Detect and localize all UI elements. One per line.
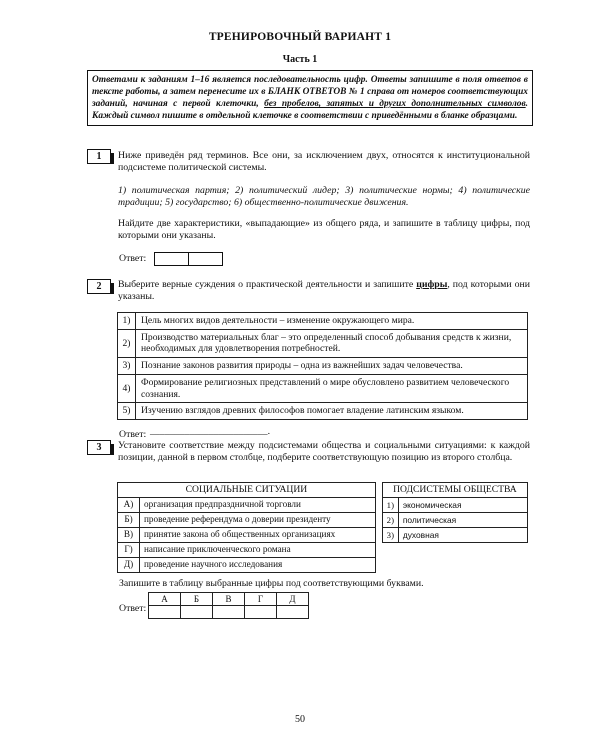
situation-text: проведение научного исследования [140,558,376,573]
situation-letter: Г) [118,543,140,558]
statement-text: Цель многих видов деятельности – изменение окружающего мира. [136,313,528,330]
subsystem-text: политическая [398,513,527,528]
instructions-text-1: Ответами к заданиям 1–16 является последовательность цифр. Ответы запишите в поля ответов в тексте работы, а затем перенесите их в БЛАНК ОТВЕТОВ № 1 справа от номеров соответствующих заданий, начиная с первой клеточки, [92,75,528,110]
statement-number: 3) [118,358,136,375]
statement-text: Познание законов развития природы – одна из важнейших задач человечества. [136,358,528,375]
instructions-underlined: без пробелов, запятых и других дополнительных символов [264,99,526,110]
table-row [149,593,309,606]
answer-letter: Б [181,593,213,606]
statement-text: Изучению взглядов древних философов помогает владение латинским языком. [136,403,528,420]
question-2-text-bold: цифры [416,279,448,290]
column-header-situations: СОЦИАЛЬНЫЕ СИТУАЦИИ [118,483,376,498]
table-row [118,543,528,558]
column-header-subsystems: ПОДСИСТЕМЫ ОБЩЕСТВА [382,483,527,498]
question-2-text-before: Выберите верные суждения о практической деятельности и запишите [118,279,417,290]
situation-text: организация предпраздничной торговли [140,498,376,513]
question-1-answer-cell-1[interactable] [154,252,189,266]
statement-number: 4) [118,374,136,402]
answer-letter: А [149,593,181,606]
answer-cell[interactable] [181,606,213,619]
situation-letter: А) [118,498,140,513]
table-row [118,313,528,330]
table-row [118,403,528,420]
table-row [118,558,528,573]
situation-text: принятие закона об общественных организациях [140,528,376,543]
statement-number: 2) [118,329,136,357]
question-3-answer-label: Ответ: [119,603,147,614]
question-2-text-after: , под которыми они указаны. [118,279,530,302]
subsystem-text: духовная [398,528,527,543]
answer-cell[interactable] [213,606,245,619]
situation-text: написание приключенческого романа [140,543,376,558]
question-1-terms: 1) политическая партия; 2) политический лидер; 3) политические нормы; 4) политические традиции; 5) государство; 6) общественно-политические движения. [118,185,530,208]
situation-letter: Б) [118,513,140,528]
question-3-instruction: Запишите в таблицу выбранные цифры под соответствующими буквами. [119,578,424,589]
question-1-number: 1 [87,149,111,164]
statement-number: 1) [118,313,136,330]
page-number: 50 [295,714,305,725]
subsystem-text: экономическая [398,498,527,513]
table-row [118,483,528,498]
table-row [118,513,528,528]
question-2-answer-line[interactable]: ________________________. [150,426,271,437]
question-3-text: Установите соответствие между подсистемами общества и социальными ситуациями: к каждой позиции, данной в первом столбце, подберите соответствующую позицию из второго столбца. [118,440,530,463]
answer-letter: Д [277,593,309,606]
answer-letter: Г [245,593,277,606]
question-3-number: 3 [87,440,111,455]
question-3-matching-table [117,482,528,573]
situation-letter: В) [118,528,140,543]
subsystem-number: 1) [382,498,398,513]
table-row [118,374,528,402]
situation-text: проведение референдума о доверии президенту [140,513,376,528]
instructions-box [87,70,533,126]
question-1-answer-cell-2[interactable] [188,252,223,266]
table-row [118,329,528,357]
statement-text: Формирование религиозных представлений о мире обусловлено развитием человеческого сознания. [136,374,528,402]
question-2-statements-table [117,312,528,420]
answer-cell[interactable] [149,606,181,619]
table-row [118,498,528,513]
question-2-text [118,279,530,303]
statement-number: 5) [118,403,136,420]
instructions-text-2: . Каждый символ пишите в отдельной клеточке в соответствии с приведёнными в бланке образцами. [92,99,528,122]
table-row [118,528,528,543]
answer-letter: В [213,593,245,606]
situation-letter: Д) [118,558,140,573]
answer-cell[interactable] [277,606,309,619]
subsystem-number: 2) [382,513,398,528]
table-row [118,358,528,375]
question-1-answer-label: Ответ: [119,253,147,264]
subsystem-number: 3) [382,528,398,543]
question-1-text: Ниже приведён ряд терминов. Все они, за исключением двух, относятся к институциональной подсистеме политической системы. [118,150,530,173]
part-heading: Часть 1 [282,54,318,65]
statement-text: Производство материальных благ – это определенный способ добывания средств к жизни, необходимых для удовлетворения потребностей. [136,329,528,357]
question-2-answer-label: Ответ: [119,429,147,440]
question-3-answer-table [148,592,309,619]
page-title: ТРЕНИРОВОЧНЫЙ ВАРИАНТ 1 [208,31,392,43]
answer-cell[interactable] [245,606,277,619]
table-row [149,606,309,619]
question-1-task: Найдите две характеристики, «выпадающие» из общего ряда, и запишите в таблицу цифры, под которыми они указаны. [118,218,530,241]
question-2-number: 2 [87,279,111,294]
